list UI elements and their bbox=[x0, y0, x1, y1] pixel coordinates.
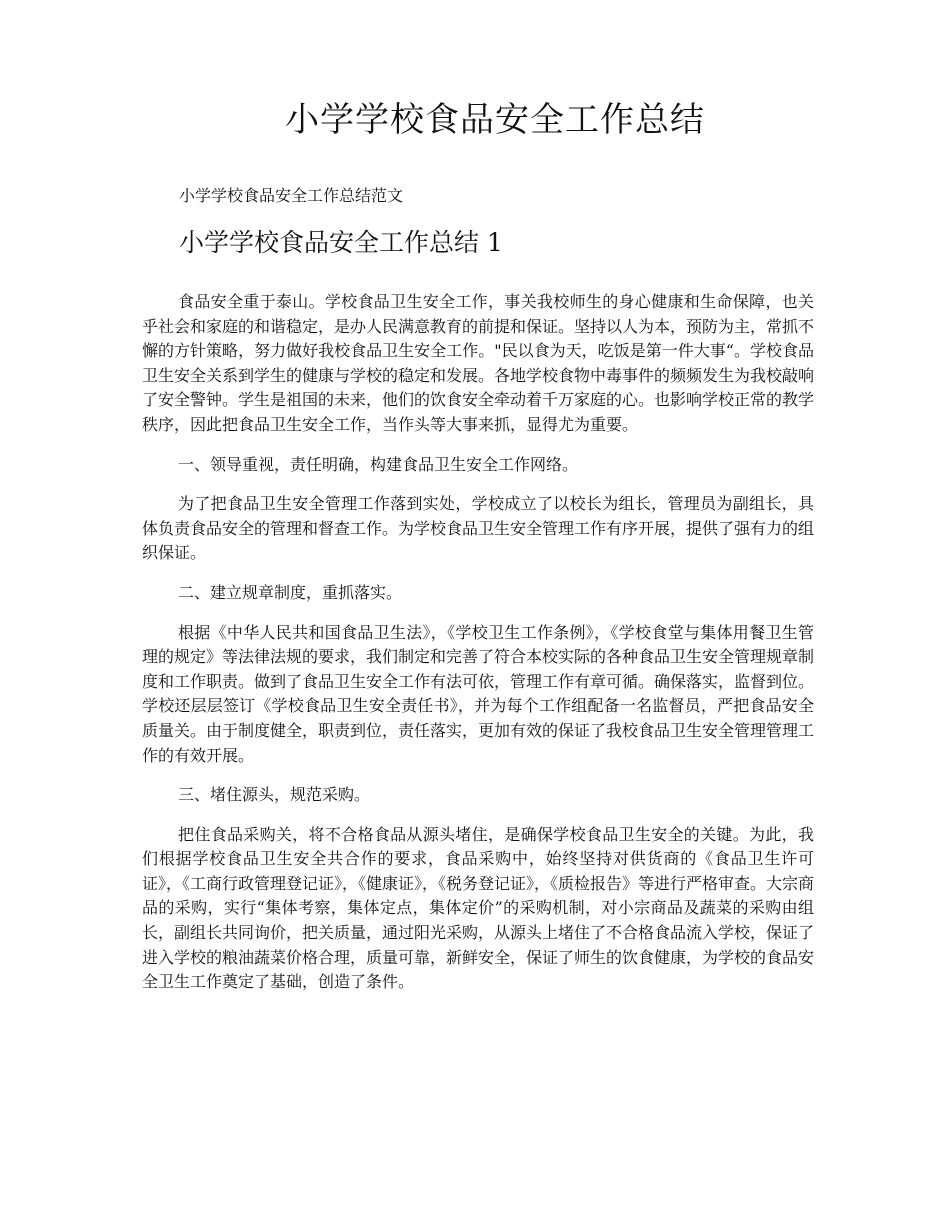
document-subtitle: 小学学校食品安全工作总结范文 bbox=[179, 186, 404, 205]
body-paragraph-1: 食品安全重于泰山。学校食品卫生安全工作，事关我校师生的身心健康和生命保障，也关乎社会和家庭的和谐稳定，是办人民满意教育的前提和保证。坚持以人为本，预防为主，常抓不懈的方针策略，努力做好我校食品卫生安全工作。"民以食为天，吃饭是第一件大事“。学校食品卫生安全关系到学生的健康与学校的稳定和发展。各地学校食物中毒事件的频频发生为我校敲响了安全警钟。学生是祖国的未来，他们的饮食安全牵动着千万家庭的心。也影响学校正常的教学秩序，因此把食品卫生安全工作，当作头等大事来抓，显得尤为重要。 bbox=[142, 292, 815, 434]
document-body bbox=[142, 290, 814, 1010]
body-paragraph-3: 根据《中华人民共和国食品卫生法》，《学校卫生工作条例》，《学校食堂与集体用餐卫生管理的规定》等法律法规的要求，我们制定和完善了符合本校实际的各种食品卫生安全管理规章制度和工作职责。做到了食品卫生安全工作有法可依，管理工作有章可循。确保落实，监督到位。学校还层层签订《学校食品卫生安全责任书》，并为每个工作组配备一名监督员，严把食品安全质量关。由于制度健全，职责到位，责任落实，更加有效的保证了我校食品卫生安全管理管理工作的有效开展。 bbox=[142, 622, 815, 765]
section-title: 小学学校食品安全工作总结 1 bbox=[179, 228, 503, 257]
section-heading-1: 一、领导重视，责任明确，构建食品卫生安全工作网络。 bbox=[178, 454, 579, 474]
section-heading-2: 二、建立规章制度，重抓落实。 bbox=[178, 582, 403, 602]
document-title: 小学学校食品安全工作总结 bbox=[285, 100, 705, 140]
body-paragraph-2: 为了把食品卫生安全管理工作落到实处，学校成立了以校长为组长，管理员为副组长，具体负责食品安全的管理和督查工作。为学校食品卫生安全管理工作有序开展，提供了强有力的组织保证。 bbox=[142, 494, 815, 563]
body-paragraph-4: 把住食品采购关，将不合格食品从源头堵住，是确保学校食品卫生安全的关键。为此，我们根据学校食品卫生安全共合作的要求，食品采购中，始终坚持对供货商的《食品卫生许可证》，《工商行政管理登记证》，《健康证》，《税务登记证》，《质检报告》等进行严格审查。大宗商品的采购，实行“集体考察，集体定点，集体定价”的采购机制，对小宗商品及蔬菜的采购由组长，副组长共同询价，把关质量，通过阳光采购，从源头上堵住了不合格食品流入学校，保证了进入学校的粮油蔬菜价格合理，质量可靠，新鲜安全，保证了师生的饮食健康，为学校的食品安全卫生工作奠定了基础，创造了条件。 bbox=[142, 824, 815, 992]
section-heading-3: 三、堵住源头，规范采购。 bbox=[178, 785, 371, 805]
